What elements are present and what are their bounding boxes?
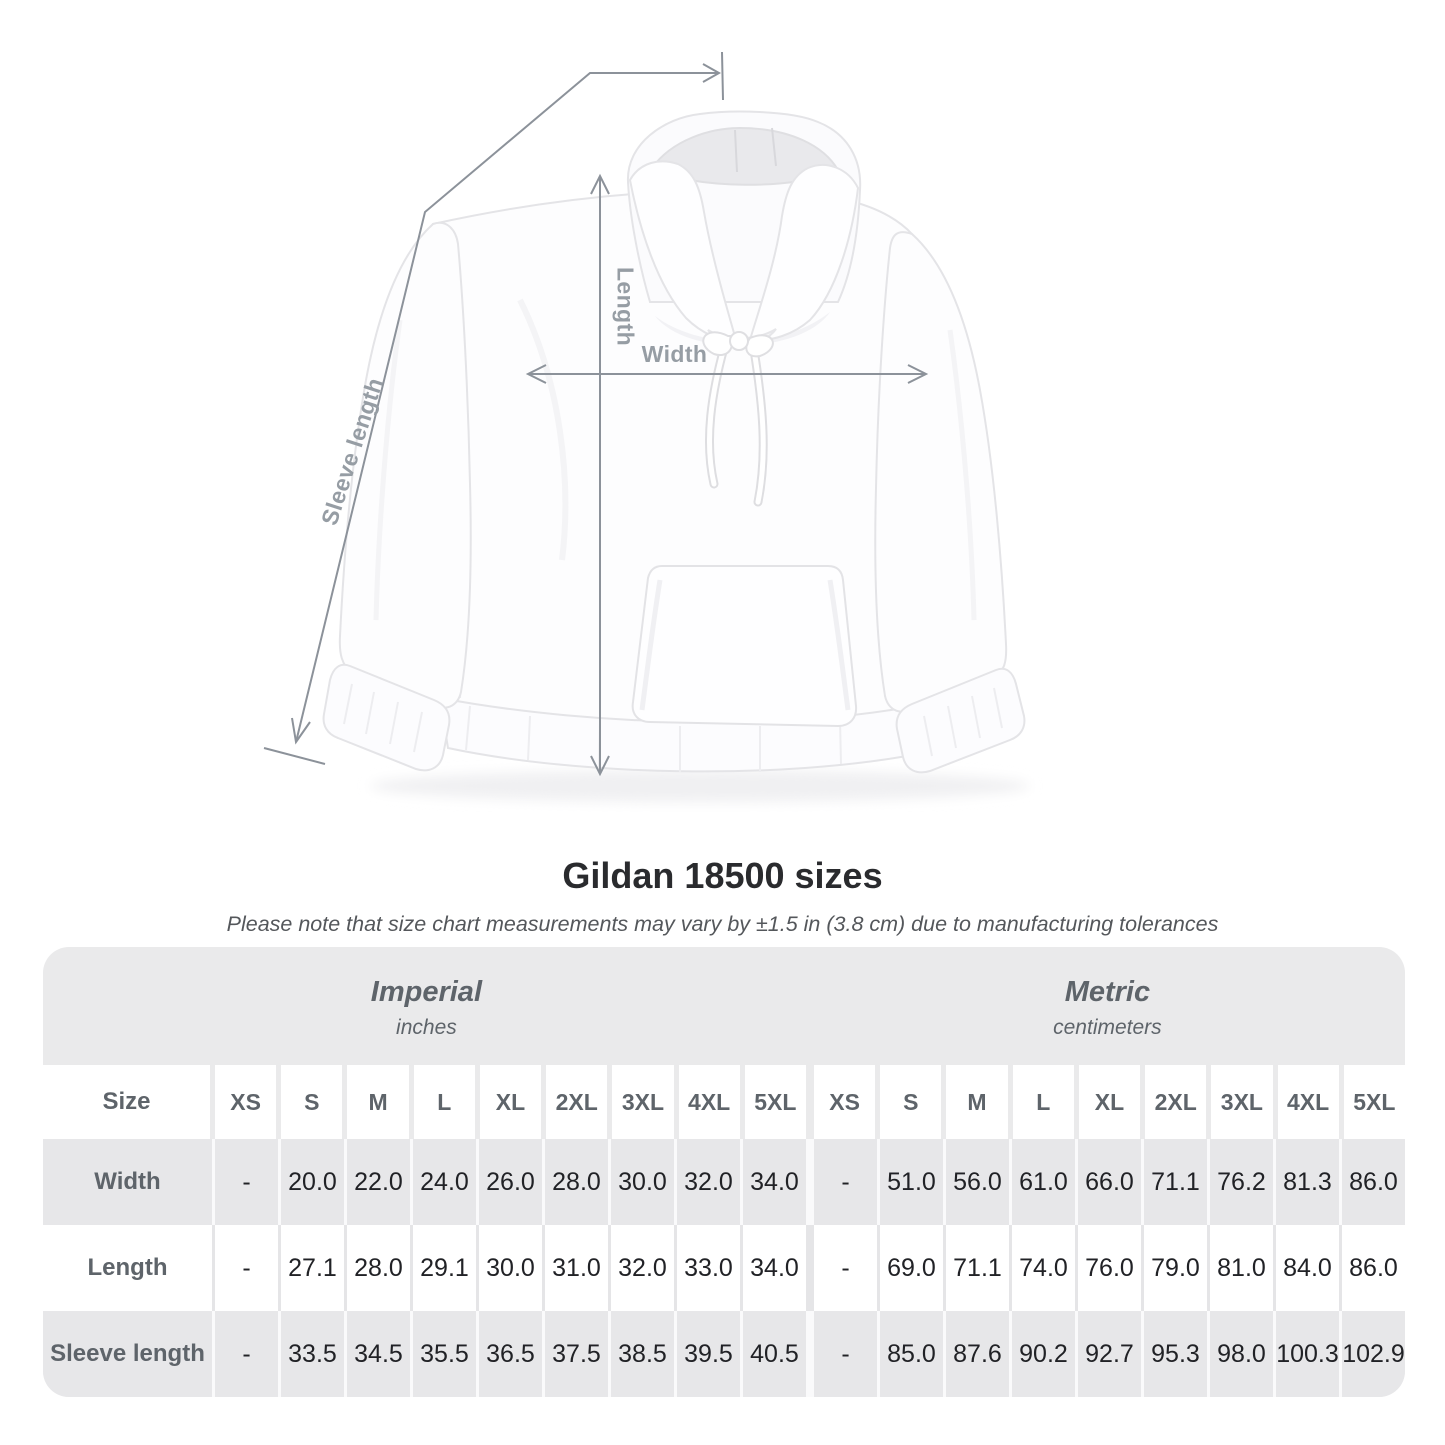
metric-unit: centimeters bbox=[1053, 1016, 1162, 1039]
measurement-cell-imperial: 34.0 bbox=[743, 1225, 814, 1311]
row-width bbox=[43, 1139, 1405, 1225]
measurement-cell-metric: 86.0 bbox=[1342, 1139, 1405, 1225]
measurement-cell-imperial: 29.1 bbox=[413, 1225, 479, 1311]
measurement-cell-imperial: 24.0 bbox=[413, 1139, 479, 1225]
measurement-cell-metric: 81.0 bbox=[1210, 1225, 1276, 1311]
size-header-metric-2xl: 2XL bbox=[1145, 1065, 1211, 1139]
measurement-cell-metric: 66.0 bbox=[1078, 1139, 1144, 1225]
measurement-cell-metric: 95.3 bbox=[1144, 1311, 1210, 1397]
measurement-cell-imperial: 31.0 bbox=[545, 1225, 611, 1311]
sleeve-length-arrow bbox=[264, 52, 723, 764]
measurement-cell-imperial: 28.0 bbox=[545, 1139, 611, 1225]
measurement-cell-imperial: 38.5 bbox=[611, 1311, 677, 1397]
measurement-cell-imperial: 27.1 bbox=[281, 1225, 347, 1311]
size-header-imperial-5xl: 5XL bbox=[745, 1065, 814, 1139]
size-header-imperial-xl: XL bbox=[480, 1065, 546, 1139]
measurement-cell-metric: - bbox=[814, 1139, 880, 1225]
measurement-cell-metric: 84.0 bbox=[1276, 1225, 1342, 1311]
measurement-cell-imperial: 34.5 bbox=[347, 1311, 413, 1397]
measurement-cell-imperial: 30.0 bbox=[479, 1225, 545, 1311]
size-header-metric-4xl: 4XL bbox=[1278, 1065, 1344, 1139]
measurement-cell-metric: 56.0 bbox=[946, 1139, 1012, 1225]
size-header-imperial-l: L bbox=[414, 1065, 480, 1139]
measurement-cell-imperial: 39.5 bbox=[677, 1311, 743, 1397]
measurement-cell-imperial: 37.5 bbox=[545, 1311, 611, 1397]
measurement-cell-metric: 98.0 bbox=[1210, 1311, 1276, 1397]
measurement-cell-metric: 69.0 bbox=[880, 1225, 946, 1311]
measurement-cell-imperial: 33.0 bbox=[677, 1225, 743, 1311]
imperial-unit: inches bbox=[396, 1016, 457, 1039]
measurement-cell-imperial: 26.0 bbox=[479, 1139, 545, 1225]
row-sleeve-length bbox=[43, 1311, 1405, 1397]
size-chart-card bbox=[43, 947, 1405, 1397]
measurement-cell-imperial: 40.5 bbox=[743, 1311, 814, 1397]
size-header-metric-xl: XL bbox=[1079, 1065, 1145, 1139]
metric-label: Metric bbox=[1064, 976, 1151, 1008]
width-measure-label: Width bbox=[641, 341, 708, 367]
size-header-metric-5xl: 5XL bbox=[1344, 1065, 1405, 1139]
unit-system-header-row bbox=[43, 947, 1405, 1065]
measurement-cell-imperial: - bbox=[215, 1139, 281, 1225]
size-header-imperial-m: M bbox=[347, 1065, 413, 1139]
length-arrow bbox=[591, 176, 609, 774]
measurement-cell-metric: 87.6 bbox=[946, 1311, 1012, 1397]
sleeve-length-measure-label: Sleeve length bbox=[315, 374, 389, 529]
measurement-cell-imperial: 33.5 bbox=[281, 1311, 347, 1397]
measurement-cell-metric: 102.9 bbox=[1342, 1311, 1405, 1397]
measurement-cell-metric: 100.3 bbox=[1276, 1311, 1342, 1397]
measurement-cell-metric: 79.0 bbox=[1144, 1225, 1210, 1311]
size-header-metric-l: L bbox=[1013, 1065, 1079, 1139]
measurement-cell-imperial: 28.0 bbox=[347, 1225, 413, 1311]
measurement-cell-imperial: 30.0 bbox=[611, 1139, 677, 1225]
measurement-cell-metric: 51.0 bbox=[880, 1139, 946, 1225]
imperial-group-header bbox=[43, 947, 810, 1065]
page-title: Gildan 18500 sizes bbox=[562, 855, 883, 896]
measurement-cell-imperial: 36.5 bbox=[479, 1311, 545, 1397]
measurement-cell-imperial: 32.0 bbox=[677, 1139, 743, 1225]
size-table-grid bbox=[43, 1065, 1405, 1397]
measurement-cell-imperial: 34.0 bbox=[743, 1139, 814, 1225]
row-label: Sleeve length bbox=[43, 1311, 215, 1397]
length-measure-label: Length bbox=[612, 266, 639, 347]
measurement-cell-metric: 71.1 bbox=[946, 1225, 1012, 1311]
measurement-cell-metric: 61.0 bbox=[1012, 1139, 1078, 1225]
measurement-cell-metric: 74.0 bbox=[1012, 1225, 1078, 1311]
size-header-imperial-3xl: 3XL bbox=[612, 1065, 678, 1139]
size-header-metric-3xl: 3XL bbox=[1211, 1065, 1277, 1139]
measurement-cell-imperial: 22.0 bbox=[347, 1139, 413, 1225]
row-length bbox=[43, 1225, 1405, 1311]
measurement-cell-metric: 81.3 bbox=[1276, 1139, 1342, 1225]
measurement-cell-metric: - bbox=[814, 1311, 880, 1397]
measurement-cell-imperial: 35.5 bbox=[413, 1311, 479, 1397]
measurement-cell-imperial: 20.0 bbox=[281, 1139, 347, 1225]
tolerance-note: Please note that size chart measurements may vary by ±1.5 in (3.8 cm) due to manufacturing tolerances bbox=[226, 912, 1219, 936]
size-header-imperial-xs: XS bbox=[215, 1065, 281, 1139]
row-label: Width bbox=[43, 1139, 215, 1225]
measurement-cell-metric: - bbox=[814, 1225, 880, 1311]
measurement-cell-metric: 90.2 bbox=[1012, 1311, 1078, 1397]
size-header-row bbox=[43, 1065, 1405, 1139]
measurement-cell-imperial: - bbox=[215, 1311, 281, 1397]
measurement-cell-metric: 76.2 bbox=[1210, 1139, 1276, 1225]
size-header-metric-xs: XS bbox=[814, 1065, 880, 1139]
measurement-cell-metric: 92.7 bbox=[1078, 1311, 1144, 1397]
metric-group-header bbox=[810, 947, 1405, 1065]
size-header-metric-s: S bbox=[880, 1065, 946, 1139]
measurement-cell-metric: 71.1 bbox=[1144, 1139, 1210, 1225]
size-column-header: Size bbox=[43, 1065, 215, 1139]
measurement-cell-imperial: 32.0 bbox=[611, 1225, 677, 1311]
measurement-cell-metric: 86.0 bbox=[1342, 1225, 1405, 1311]
size-header-metric-m: M bbox=[946, 1065, 1012, 1139]
size-header-imperial-4xl: 4XL bbox=[679, 1065, 745, 1139]
row-label: Length bbox=[43, 1225, 215, 1311]
measurement-cell-metric: 85.0 bbox=[880, 1311, 946, 1397]
size-header-imperial-s: S bbox=[281, 1065, 347, 1139]
size-header-imperial-2xl: 2XL bbox=[546, 1065, 612, 1139]
imperial-label: Imperial bbox=[370, 976, 482, 1008]
measurement-cell-imperial: - bbox=[215, 1225, 281, 1311]
measurement-cell-metric: 76.0 bbox=[1078, 1225, 1144, 1311]
